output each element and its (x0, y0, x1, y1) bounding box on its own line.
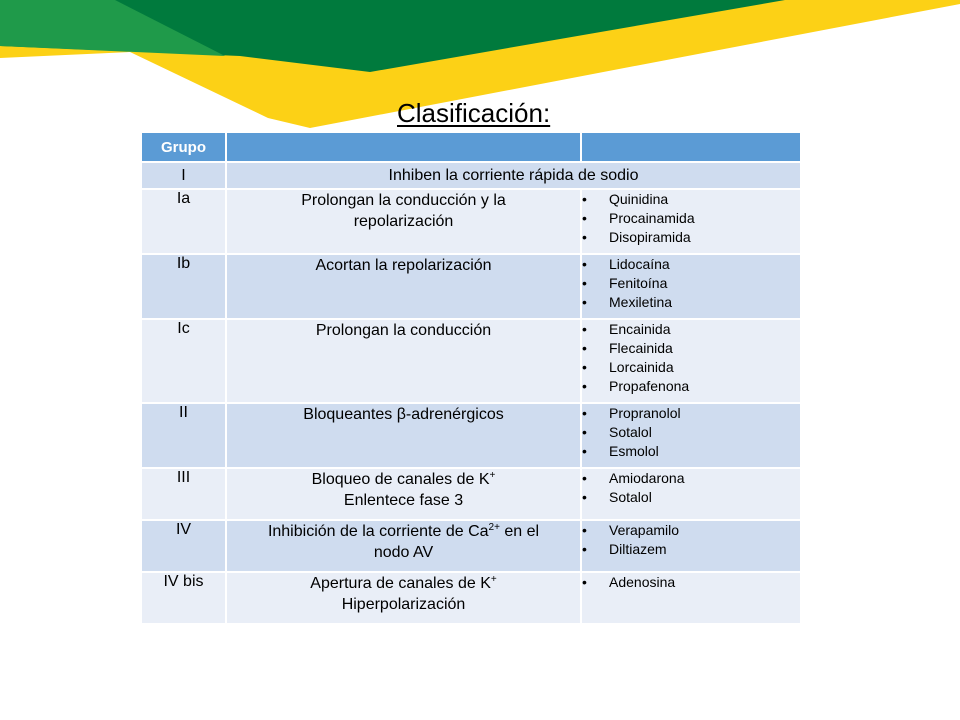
description-cell (226, 520, 581, 572)
drug-item: • Propafenona (582, 377, 800, 396)
description-line: Inhibición de la corriente de Ca (267, 523, 489, 540)
drug-item: • Verapamilo (582, 521, 800, 540)
drug-item: • Adenosina (582, 573, 800, 592)
table-row-iii (141, 468, 801, 520)
drug-item: • Lorcainida (582, 358, 800, 377)
drug-list (582, 320, 800, 396)
description-line: en el (499, 523, 540, 540)
drugs-cell (581, 572, 801, 624)
drug-list (582, 255, 800, 312)
drugs-cell (581, 520, 801, 572)
header-grupo: Grupo (141, 132, 226, 162)
drug-item: • Lidocaína (582, 255, 800, 274)
slide-title: Clasificación: (397, 98, 551, 128)
drug-item: • Procainamida (582, 209, 800, 228)
drug-item: • Diltiazem (582, 540, 800, 559)
description-line: Prolongan la conducción (315, 322, 492, 339)
drug-item: • Mexiletina (582, 293, 800, 312)
drug-item: • Sotalol (582, 423, 800, 442)
table-row-ia (141, 189, 801, 254)
drugs-cell (581, 468, 801, 520)
drug-item: • Sotalol (582, 488, 800, 507)
table-row-ib (141, 254, 801, 319)
group-cell: IV bis (141, 572, 226, 624)
description-cell (226, 189, 581, 254)
description-cell (226, 468, 581, 520)
drug-list (582, 573, 800, 592)
group-cell: Ia (141, 189, 226, 254)
drug-item: • Fenitoína (582, 274, 800, 293)
group-cell: III (141, 468, 226, 520)
drug-list (582, 404, 800, 461)
table-header-row (141, 132, 801, 162)
superscript: 2+ (488, 522, 500, 533)
group-cell: I (141, 162, 226, 189)
description-cell (226, 319, 581, 403)
description-line: Bloqueantes β-adrenérgicos (303, 406, 504, 423)
group-cell: Ib (141, 254, 226, 319)
drug-item: • Encainida (582, 320, 800, 339)
header-blank-1 (226, 132, 581, 162)
drug-item: • Esmolol (582, 442, 800, 461)
drugs-cell (581, 254, 801, 319)
drugs-cell (581, 403, 801, 468)
drug-list (582, 190, 800, 247)
header-blank-2 (581, 132, 801, 162)
drug-list (582, 521, 800, 559)
description-cell: Inhiben la corriente rápida de sodio (226, 162, 801, 189)
description-line: Acortan la repolarización (315, 257, 492, 274)
superscript: + (490, 574, 497, 585)
description-cell (226, 572, 581, 624)
description-cell (226, 254, 581, 319)
classification-table (140, 131, 802, 625)
description-cell (226, 403, 581, 468)
table-row-iv (141, 520, 801, 572)
drugs-cell (581, 189, 801, 254)
description-line: Enlentece fase 3 (343, 492, 464, 509)
group-cell: IV (141, 520, 226, 572)
description-line: Prolongan la conducción y la (301, 192, 506, 209)
drugs-cell (581, 319, 801, 403)
table-row-iv-bis (141, 572, 801, 624)
description-line: Hiperpolarización (341, 596, 466, 613)
table-row-ic (141, 319, 801, 403)
group-cell: II (141, 403, 226, 468)
drug-item: • Quinidina (582, 190, 800, 209)
description-line: nodo AV (373, 544, 434, 561)
group-cell: Ic (141, 319, 226, 403)
drug-item: • Propranolol (582, 404, 800, 423)
drug-item: • Amiodarona (582, 469, 800, 488)
table-row-i (141, 162, 801, 189)
table-row-ii (141, 403, 801, 468)
drug-list (582, 469, 800, 507)
description-line: repolarización (353, 213, 454, 230)
drug-item: • Disopiramida (582, 228, 800, 247)
drug-item: • Flecainida (582, 339, 800, 358)
superscript: + (489, 470, 496, 481)
description-line: Apertura de canales de K (310, 575, 491, 592)
description-line: Bloqueo de canales de K (311, 471, 490, 488)
